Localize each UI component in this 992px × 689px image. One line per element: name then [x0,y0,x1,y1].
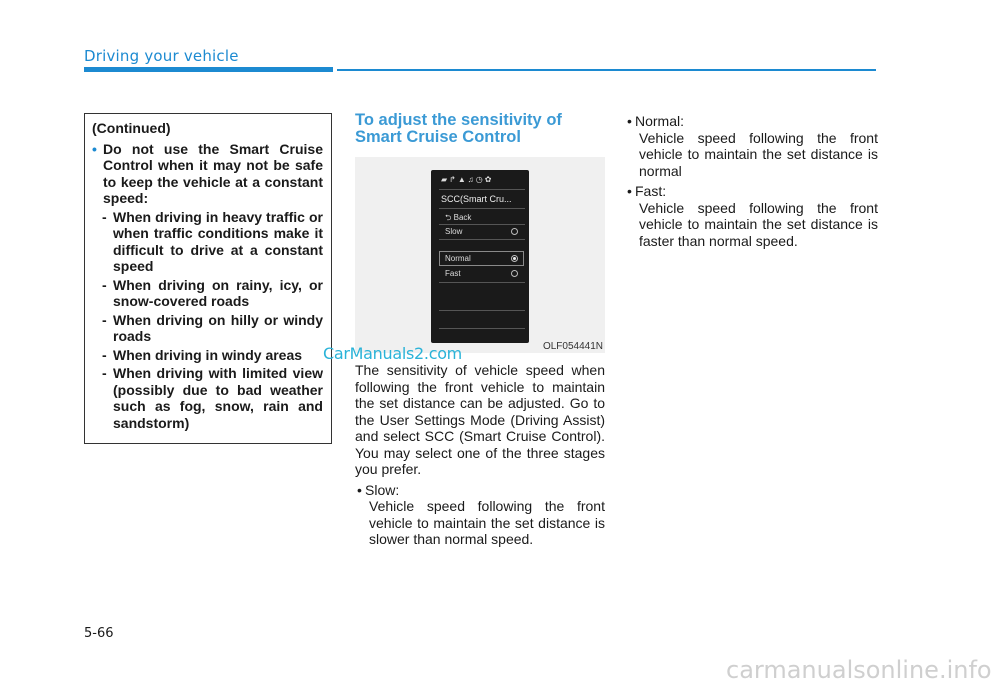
warning-bullet [92,141,323,207]
warning-item-text: When driving on hilly or windy roads [113,311,323,344]
back-icon: ⮌ [445,213,454,222]
page-number: 5-66 [84,626,114,641]
radio-fast[interactable] [511,270,518,277]
warning-item: - When driving on rainy, icy, or snow-covered roads [102,276,323,309]
normal-label: Normal: [635,113,685,129]
road-icon: ▲ [457,175,468,184]
slow-desc: Vehicle speed following the front vehicle to maintain the set distance is slower than normal speed. [369,498,605,547]
warning-item: - When driving in heavy traffic or when traffic conditions make it difficult to drive at a constant speed [102,208,323,274]
footer-site: carmanualsonline.info [726,656,992,684]
warning-item: - When driving on hilly or windy roads [102,311,323,344]
fast-label: Fast: [635,183,667,199]
screen-divider [439,282,525,283]
watermark-text: CarManuals2.com [323,344,462,363]
body-paragraph: The sensitivity of vehicle speed when following the front vehicle to maintain the set distance can be adjusted. Go to the User Settings Mode (Driving Assist) and select SCC (Smart Cruise Control). You may select one of the three stages you prefer. [355,362,605,477]
heading-block [355,112,605,146]
figure-code: OLF054441N [542,341,603,352]
warning-item: - When driving with limited view (possibly due to bad weather such as fog, snow, rain and sandstorm) [102,365,323,431]
screen-divider [439,208,525,209]
car-icon: ▰ [441,175,450,184]
warning-box [84,113,332,444]
screen-divider [439,189,525,190]
music-icon: ♫ [467,175,476,184]
warning-item-text: When driving on rainy, icy, or snow-covered roads [113,276,323,309]
normal-desc: Vehicle speed following the front vehicle to maintain the set distance is normal [639,129,878,179]
warning-item-text: When driving in windy areas [113,346,303,363]
radio-slow[interactable] [511,228,518,235]
fast-desc: Vehicle speed following the front vehicle to maintain the set distance is faster than normal speed. [639,199,878,249]
warning-item-text: When driving with limited view (possibly due to bad weather such as fog, snow, rain and sandstorm) [113,365,323,431]
warning-item-text: When driving in heavy traffic or when traffic conditions make it difficult to drive at a constant speed [113,208,323,274]
screen-title: SCC(Smart Cru... [441,194,512,204]
back-item[interactable]: ⮌ Back [445,213,472,222]
settings-figure [355,157,605,353]
header-rule-thick [84,67,333,72]
fast-item: • Fast: [627,183,667,199]
clock-icon: ◷ [475,175,485,184]
bullet-dot: • [92,140,97,157]
option-slow[interactable]: Slow [445,227,463,236]
continued-label: (Continued) [92,120,171,136]
normal-item: • Normal: [627,113,685,129]
slow-label: Slow: [365,481,400,498]
option-normal[interactable]: Normal [445,254,471,263]
screen [431,170,529,343]
screen-divider [439,224,525,225]
header-rule-thin [337,69,876,71]
body-text-block [355,362,605,552]
screen-divider [439,328,525,329]
right-column [625,113,878,253]
warning-bullet-text: Do not use the Smart Cruise Control when it may not be safe to keep the vehicle at a constant speed: [103,140,323,206]
option-fast[interactable]: Fast [445,269,461,278]
slow-item: • Slow: [357,481,400,498]
radio-normal[interactable] [511,255,518,262]
section-heading: To adjust the sensitivity of Smart Cruise Control [355,111,562,146]
screen-icons-row [441,175,493,184]
screen-divider [439,310,525,311]
arrow-icon: ↱ [449,175,458,184]
screen-divider [439,239,525,240]
gear-icon: ✿ [484,175,494,184]
warning-item: - When driving in windy areas [102,346,303,363]
section-title: Driving your vehicle [84,47,239,65]
